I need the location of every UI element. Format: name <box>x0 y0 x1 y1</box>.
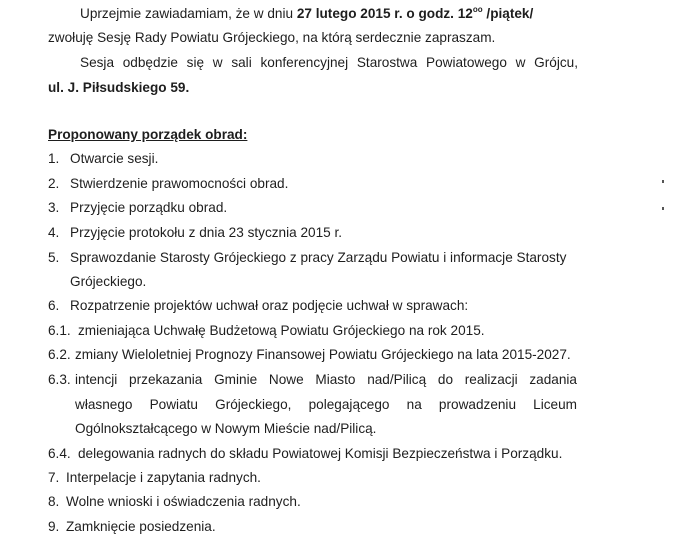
agenda-subitem-number: 6.3. <box>48 372 71 387</box>
agenda-item-text-continued: Grójeckiego. <box>70 274 147 289</box>
meeting-date: 27 lutego 2015 r. o godz. $12^{oo}$ <box>296 5 483 21</box>
agenda-item-text: Interpelacje i zapytania radnych. <box>66 470 261 485</box>
agenda-item-text: Przyjęcie porządku obrad. <box>70 200 228 215</box>
agenda-subitem-text: zmiany Wieloletniej Prognozy Finansowej Powiatu Grójeckiego na lata 2015-2027. <box>75 347 571 362</box>
agenda-subitem-text-continued: własnego Powiatu Grójeckiego, polegającego na prowadzeniu Liceum <box>75 397 577 412</box>
intro-line-1 <box>80 6 533 22</box>
agenda-item-number: 9. <box>48 519 60 534</box>
agenda-subitem-text-continued: Ogólnokształcącego w Nowym Mieście nad/Pilicą. <box>75 421 377 436</box>
agenda-subitem-number: 6.4. <box>48 446 71 461</box>
meeting-day: /piątek/ <box>486 6 534 21</box>
agenda-item-number: 2. <box>48 176 60 191</box>
agenda-item-number: 7. <box>48 470 60 485</box>
agenda-item-number: 3. <box>48 200 60 215</box>
venue-line-1: Sesja odbędzie się w sali konferencyjnej Starostwa Powiatowego w Grójcu, <box>80 55 578 70</box>
scan-speck <box>662 207 664 210</box>
agenda-subitem-text: delegowania radnych do składu Powiatowej Komisji Bezpieczeństwa i Porządku. <box>78 446 563 461</box>
agenda-item-text: Przyjęcie protokołu z dnia 23 stycznia 2015 r. <box>70 225 343 240</box>
agenda-item-text: Stwierdzenie prawomocności obrad. <box>70 176 289 191</box>
agenda-item-text: Wolne wnioski i oświadczenia radnych. <box>66 494 301 509</box>
agenda-item-text: Sprawozdanie Starosty Grójeckiego z pracy Zarządu Powiatu i informacje Starosty <box>70 250 567 265</box>
agenda-item-number: 8. <box>48 494 60 509</box>
agenda-subitem-text: intencji przekazania Gminie Nowe Miasto nad/Pilicą do realizacji zadania <box>75 372 577 387</box>
agenda-item-number: 5. <box>48 250 60 265</box>
agenda-item-number: 4. <box>48 225 60 240</box>
agenda-item-text: Otwarcie sesji. <box>70 151 159 166</box>
agenda-item-text: Rozpatrzenie projektów uchwał oraz podjęcie uchwał w sprawach: <box>70 298 469 313</box>
agenda-subitem-text: zmieniająca Uchwałę Budżetową Powiatu Grójeckiego na rok 2015. <box>78 323 485 338</box>
intro-line-2: zwołuję Sesję Rady Powiatu Grójeckiego, na którą serdecznie zapraszam. <box>48 30 496 45</box>
scan-speck <box>662 180 664 183</box>
venue-address: ul. J. Piłsudskiego 59. <box>48 80 190 95</box>
agenda-item-number: 6. <box>48 298 60 313</box>
agenda-subitem-number: 6.2. <box>48 347 71 362</box>
agenda-item-number: 1. <box>48 151 60 166</box>
agenda-item-text: Zamknięcie posiedzenia. <box>66 519 216 534</box>
agenda-subitem-number: 6.1. <box>48 323 71 338</box>
agenda-heading: Proponowany porządek obrad: <box>48 127 248 142</box>
intro-text-a: Uprzejmie zawiadamiam, że w dniu <box>80 6 294 21</box>
